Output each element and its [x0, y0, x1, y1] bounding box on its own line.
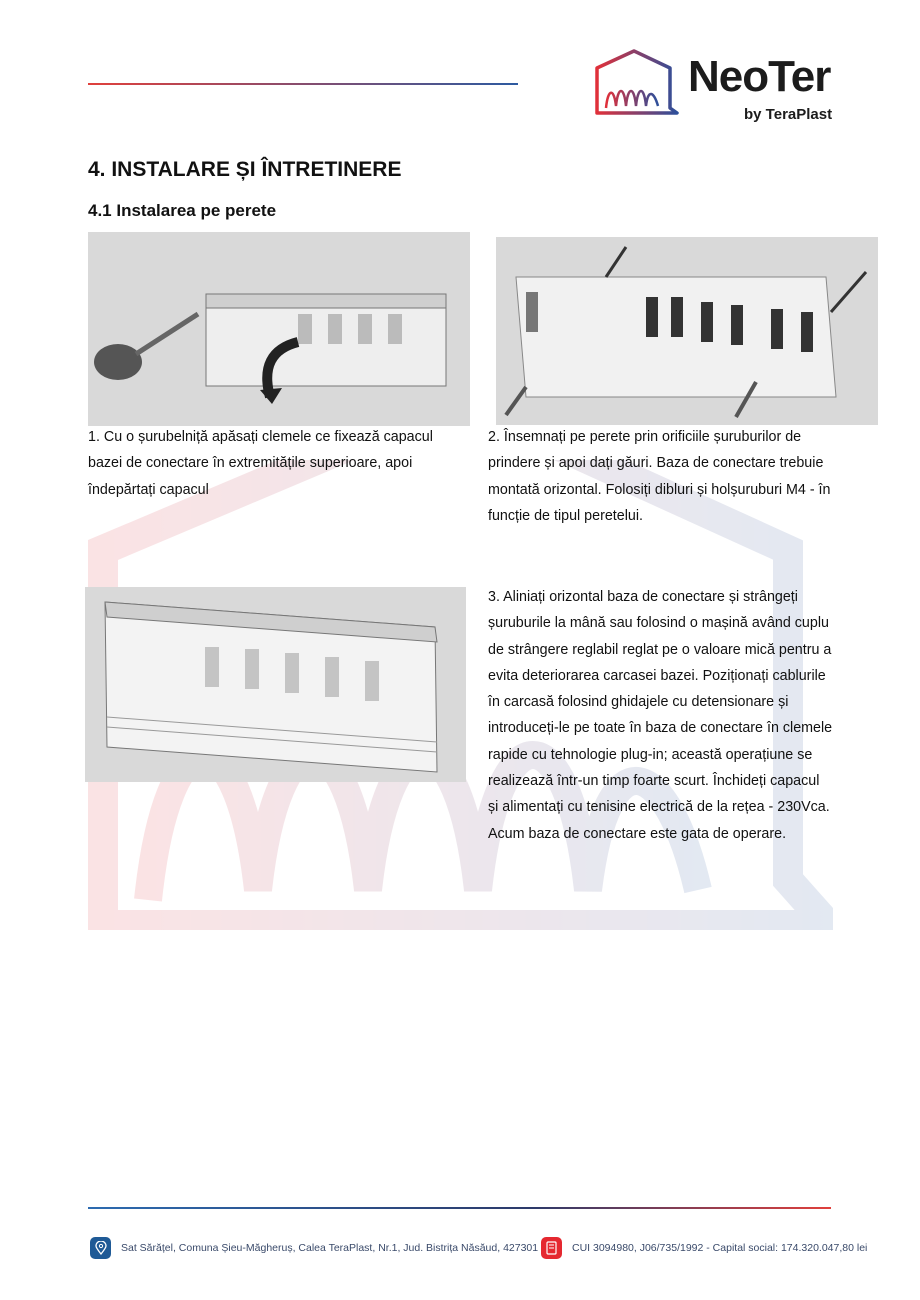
logo-text: NeoTer [688, 52, 831, 101]
header-divider [88, 83, 518, 85]
address-text: Sat Sărățel, Comuna Șieu-Măgheruș, Calea TeraPlast, Nr.1, Jud. Bistrița Năsăud, 427301 [121, 1242, 539, 1254]
company-info-text: CUI 3094980, J06/735/1992 - Capital social: 174.320.047,80 lei [572, 1242, 868, 1254]
step1-text: 1. Cu o șurubelniță apăsați clemele ce fixează capacul bazei de conectare în extremitățile superioare, apoi îndepărtați capacul [88, 429, 433, 498]
section-title: 4. INSTALARE ȘI ÎNTRETINERE [88, 158, 402, 181]
footer-company-info [541, 1237, 867, 1259]
step2-text: 2. Însemnați pe perete prin orificiile șuruburilor de prindere și apoi dați găuri. Baza de conectare trebuie montată orizontal. Folosiți dibluri și holșuruburi M4 - în funcție de tipul peretelui. [488, 429, 831, 524]
location-pin-icon [90, 1237, 111, 1259]
step3-image-closed-base [85, 587, 466, 782]
footer-divider [88, 1207, 831, 1209]
neoter-logo [592, 48, 837, 128]
document-edit-icon [541, 1237, 562, 1259]
house-logo-icon [592, 48, 687, 118]
step3-text: 3. Aliniați orizontal baza de conectare și strângeți șuruburile la mână sau folosind o mașină având cuplu de strângere reglabil reglat pe o valoare mică pentru a evita deteriorarea carcasei bazei. Poziționați cablurile în carcasă folosind ghidajele cu detensionare și introduceți-le pe toate în baza de conectare în clemele rapide cu tehnologie plug-in; această operațiune se realizează într-un timp foarte scurt. Închideți capacul și alimentați cu tenisine electrică de la rețea - 230Vca. Acum baza de conectare este gata de operare. [488, 589, 833, 842]
footer-address [90, 1237, 538, 1259]
step1-image-remove-cover [88, 232, 470, 426]
section-subtitle: 4.1 Instalarea pe perete [88, 201, 277, 220]
step2-image-mark-holes [496, 237, 878, 425]
logo-subtext: by TeraPlast [744, 106, 833, 123]
